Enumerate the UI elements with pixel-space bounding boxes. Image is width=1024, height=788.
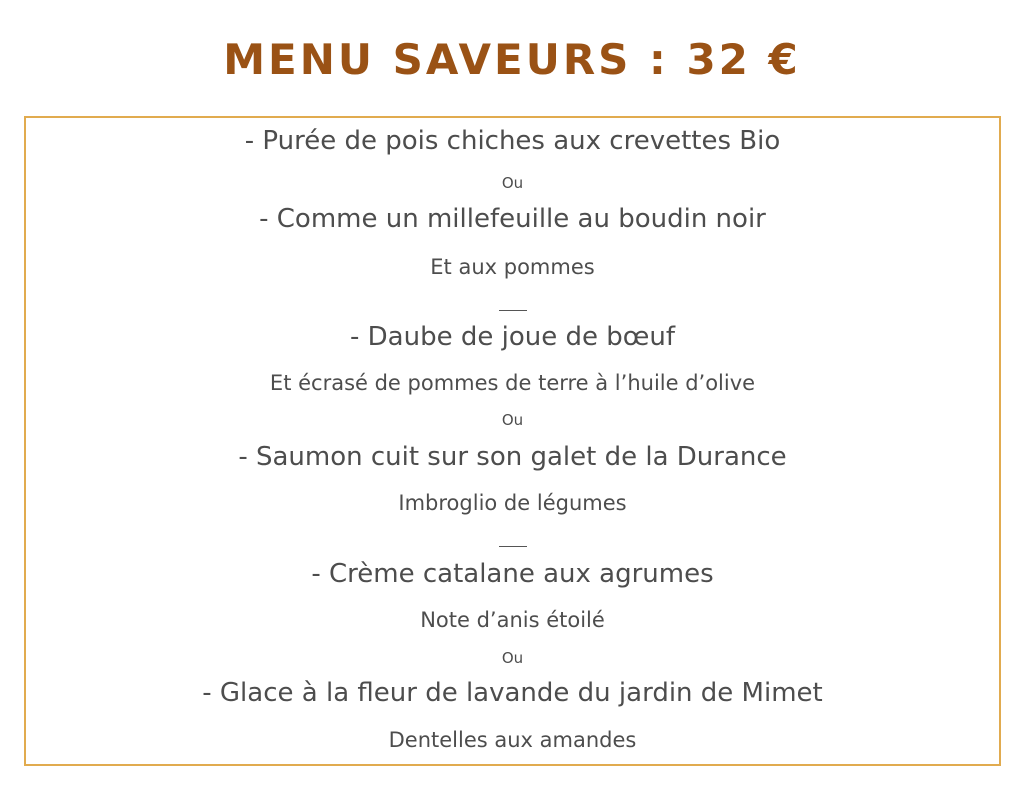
menu-title: MENU SAVEURS : 32 €	[223, 35, 801, 84]
dessert-option-1-description: Note d’anis étoilé	[420, 608, 605, 632]
menu-box	[24, 116, 1001, 766]
plat-option-1-description: Et écrasé de pommes de terre à l’huile d’olive	[269, 371, 756, 395]
entree-option-2: - Comme un millefeuille au boudin noir	[259, 204, 766, 234]
entree-option-1: - Purée de pois chiches aux crevettes Bio	[244, 126, 781, 156]
plat-option-1: - Daube de joue de bœuf	[350, 322, 675, 352]
dessert-or-label: Ou	[501, 649, 524, 667]
plat-option-2-description: Imbroglio de légumes	[398, 491, 627, 515]
dessert-option-1: - Crème catalane aux agrumes	[311, 559, 714, 589]
entree-or-label: Ou	[501, 174, 524, 192]
dessert-option-2: - Glace à la fleur de lavande du jardin de Mimet	[202, 678, 823, 708]
entree-option-2-description: Et aux pommes	[430, 255, 595, 279]
plat-or-label: Ou	[501, 411, 524, 429]
section-separator-1	[499, 310, 527, 311]
dessert-option-2-description: Dentelles aux amandes	[388, 728, 637, 752]
plat-option-2: - Saumon cuit sur son galet de la Durance	[238, 442, 787, 472]
section-separator-2	[499, 546, 527, 547]
